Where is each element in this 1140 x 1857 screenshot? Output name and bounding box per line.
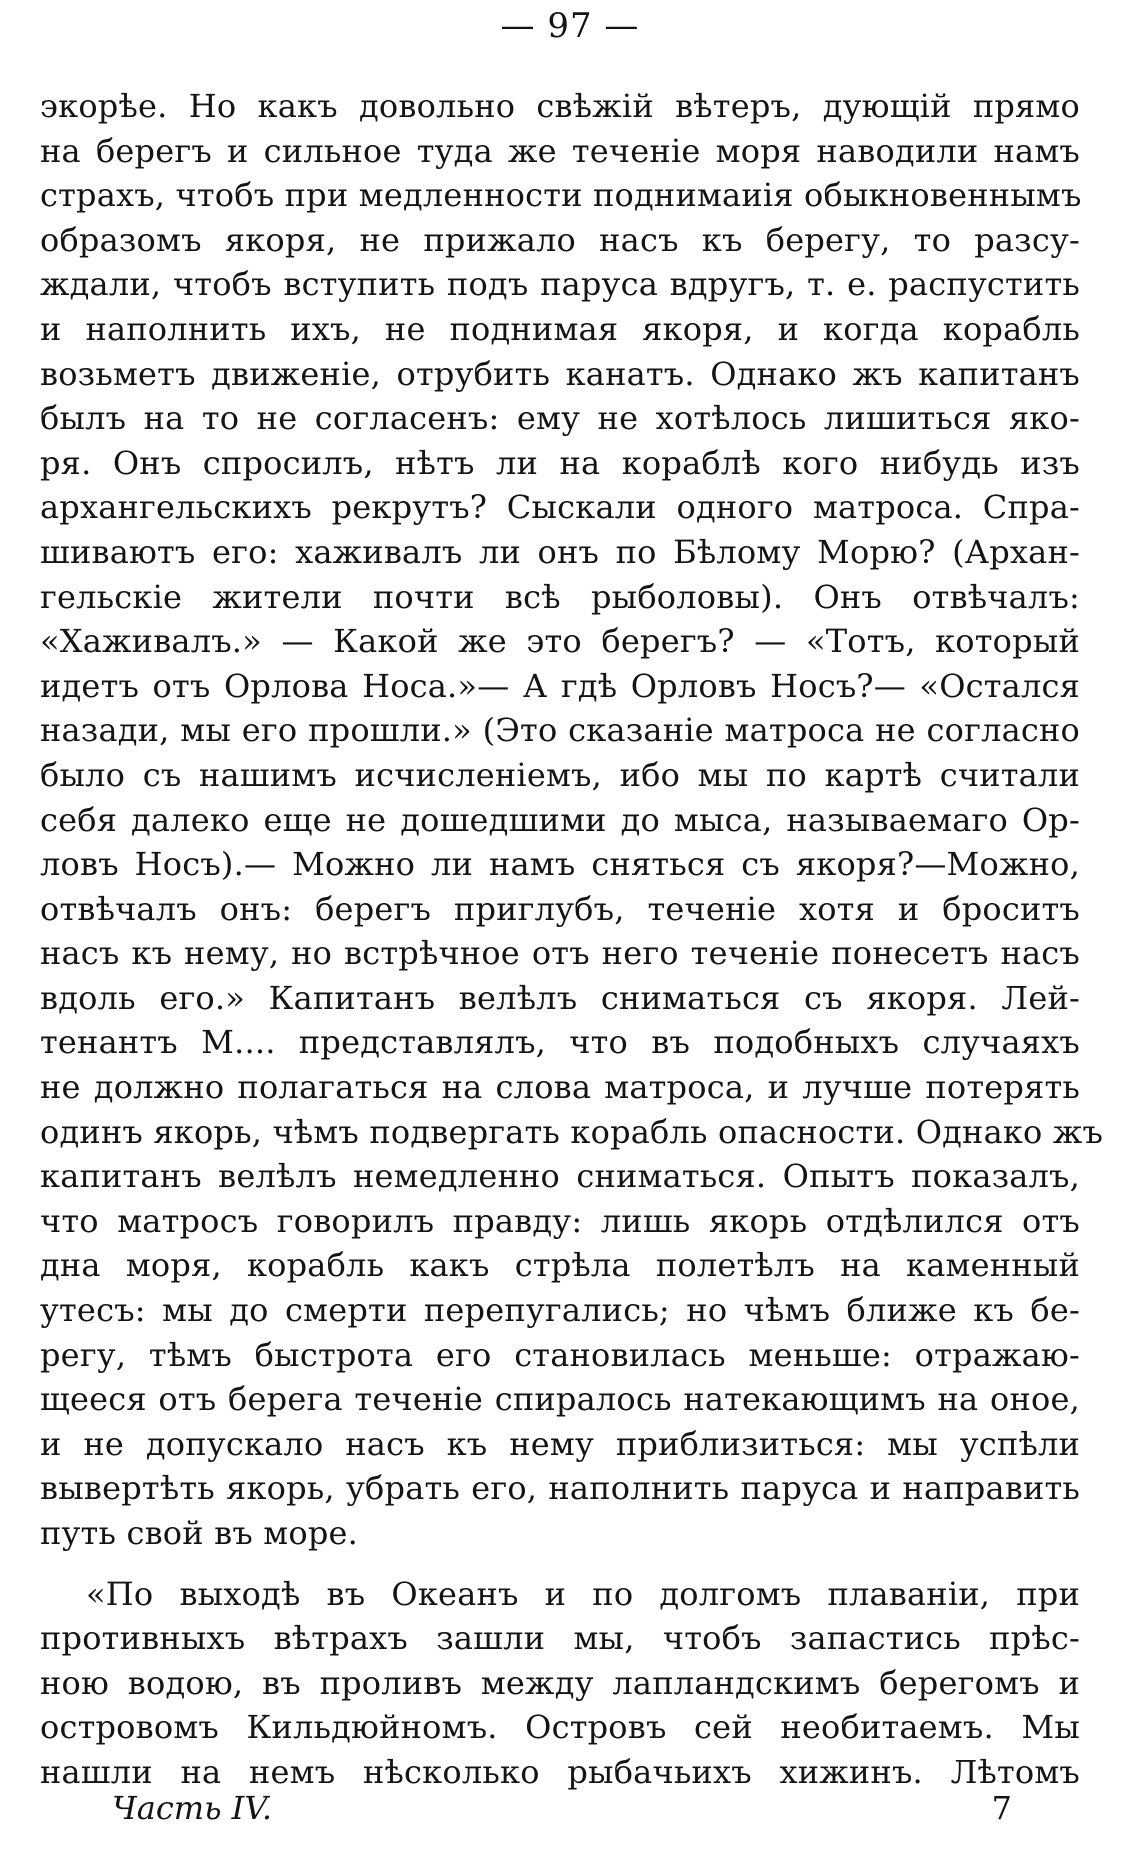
text-line: «Хаживалъ.» — Какой же это берегъ? — «Тотъ, который [40,622,1080,661]
text-line: отвѣчалъ онъ: берегъ приглубъ, теченіе хотя и броситъ [40,889,1080,928]
text-line: противныхъ вѣтрахъ зашли мы, чтобъ запастись прѣс- [40,1619,1080,1658]
text-line: что матросъ говорилъ правду: лишь якорь отдѣлился отъ [40,1201,1080,1240]
text-line: и не допускало насъ къ нему приблизиться: мы успѣли [40,1424,1080,1463]
text-line: гельскіе жители почти всѣ рыболовы). Онъ отвѣчалъ: [40,577,1080,616]
text-line: путь свой въ море. [40,1514,359,1552]
text-line: шиваютъ его: хаживалъ ли онъ по Бѣлому Морю? (Архан- [40,532,1080,571]
text-line: капитанъ велѣлъ немедленно сниматься. Опытъ показалъ, [40,1157,1080,1196]
text-line: островомъ Кильдюйномъ. Островъ сей необитаемъ. Мы [40,1708,1080,1747]
text-line: страхъ, чтобъ при медленности поднимаиія обыкновеннымъ [40,176,1082,215]
text-line: возьметъ движеніе, отрубить канатъ. Однако жъ капитанъ [40,354,1080,393]
signature-mark: Часть IV. [112,1789,272,1827]
text-line: насъ къ нему, но встрѣчное отъ него теченіе понесетъ насъ [40,934,1080,973]
text-line: экорѣе. Но какъ довольно свѣжій вѣтеръ, дующій прямо [40,87,1080,125]
paragraph [40,1572,1080,1795]
text-line: утесъ: мы до смерти перепугались; но чѣмъ ближе къ бе- [40,1291,1080,1330]
page-number: — 97 — [500,6,640,46]
text-line: себя далеко еще не дошедшими до мыса, называемаго Ор- [40,800,1080,839]
text-line: «По выходѣ въ Океанъ и по долгомъ плаваніи, при [86,1574,1080,1613]
sheet-number: 7 [991,1789,1012,1827]
paragraph-gap [40,1556,1080,1572]
text-line: вдоль его.» Капитанъ велѣлъ сниматься съ якоря. Лей- [40,978,1080,1017]
text-line: одинъ якорь, чѣмъ подвергать корабль опасности. Однако жъ [40,1112,1104,1151]
text-line: щееся отъ берега теченіе спиралось натекающимъ на оное, [40,1380,1080,1419]
text-line: ною водою, въ проливъ между лапландскимъ берегомъ и [40,1663,1080,1702]
paragraph [40,84,1104,1556]
text-line: вывертѣть якорь, убрать его, наполнить паруса и направить [40,1469,1080,1508]
text-line: тенантъ М.... представлялъ, что въ подобныхъ случаяхъ [40,1023,1080,1062]
text-line: на берегъ и сильное туда же теченіе моря наводили намъ [40,131,1080,170]
text-line: ждали, чтобъ вступить подъ паруса вдругъ, т. е. распустить [40,265,1080,304]
body-text [40,84,1104,1795]
text-line: былъ на то не согласенъ: ему не хотѣлось лишиться яко- [40,399,1080,438]
text-line: ря. Онъ спросилъ, нѣтъ ли на кораблѣ кого нибудь изъ [40,443,1080,482]
text-line: нашли на немъ нѣсколько рыбачьихъ хижинъ. Лѣтомъ [40,1752,1080,1791]
text-line: назади, мы его прошли.» (Это сказаніе матроса не согласно [40,711,1080,750]
text-line: идетъ отъ Орлова Носа.»— А гдѣ Орловъ Носъ?— «Остался [40,666,1080,705]
text-line: регу, тѣмъ быстрота его становилась меньше: отражаю- [40,1335,1080,1374]
text-line: образомъ якоря, не прижало насъ къ берегу, то разсу- [40,220,1080,259]
text-line: ловъ Носъ).— Можно ли намъ сняться съ якоря?—Можно, [40,845,1080,884]
text-line: архангельскихъ рекрутъ? Сыскали одного матроса. Спра- [40,488,1080,527]
text-line: не должно полагаться на слова матроса, и лучше потерять [40,1068,1080,1107]
text-line: дна моря, корабль какъ стрѣла полетѣлъ на каменный [40,1246,1080,1285]
text-line: было съ нашимъ исчисленіемъ, ибо мы по картѣ считали [40,755,1080,794]
text-line: и наполнить ихъ, не поднимая якоря, и когда корабль [40,309,1080,348]
